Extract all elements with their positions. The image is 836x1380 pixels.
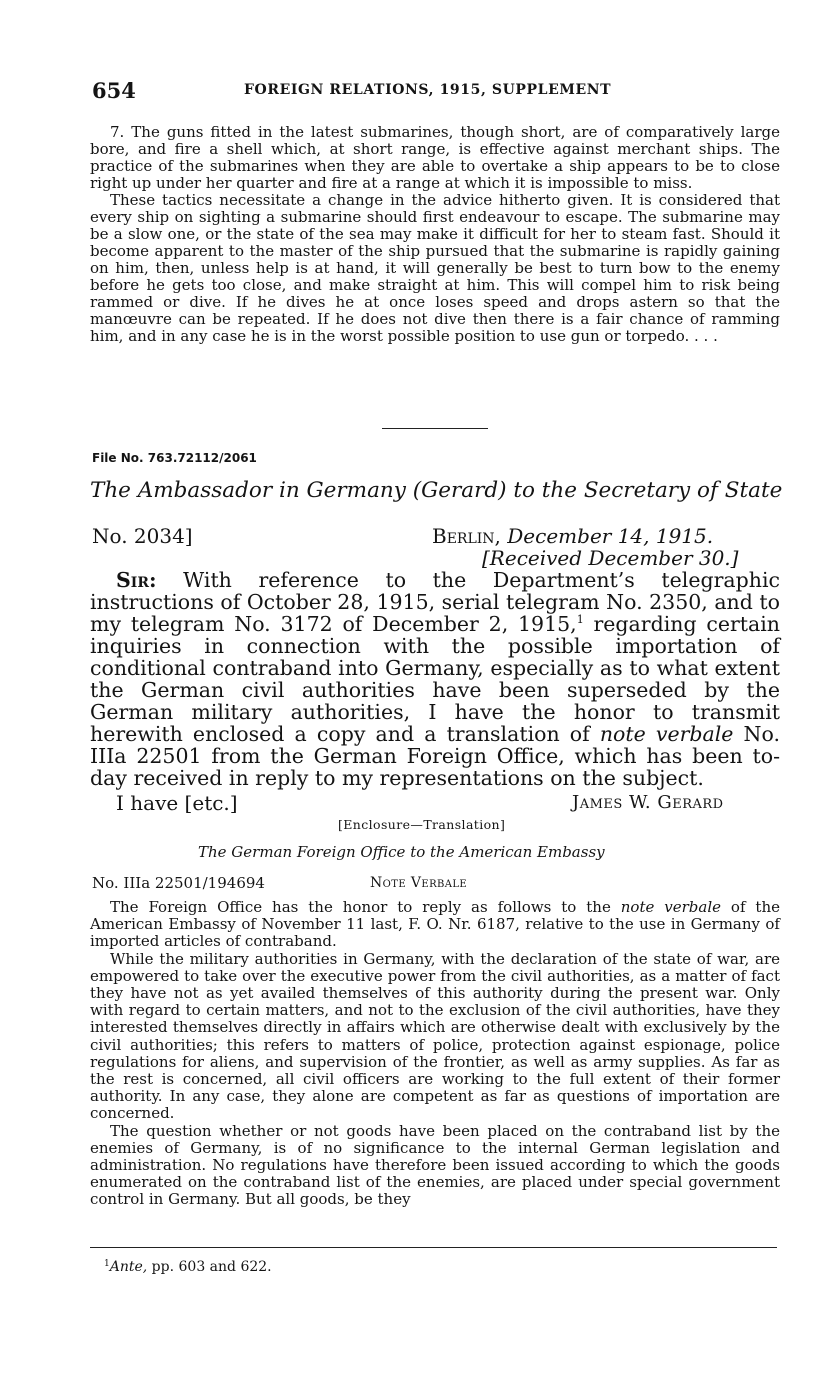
note-paragraph: While the military authorities in Germany, with the declaration of the state of war, are empowered to take over the executive power from the civil authorities, as a matter of fact they have not as yet availed themselves of this authority during the present war. Only with regard to certain matters, and not to the exclusion of the civil authorities, have they interested themselves directly in affairs which are otherwise dealt with exclusively by the civil authorities; this refers to matters of police, protection against espionage, police regulations for aliens, and supervision of the frontier, as well as army supplies. As far as the rest is concerned, all civil officers are working to the full extent of their former authority. In any case, they alone are competent as far as questions of importation are concerned. bbox=[90, 949, 780, 1123]
footnote-text: pp. 603 and 622. bbox=[147, 1259, 272, 1275]
letter-paragraph bbox=[90, 569, 780, 789]
dateline-date: December 14, 1915. bbox=[507, 524, 714, 548]
salutation: Sir: bbox=[116, 568, 157, 592]
paragraph: These tactics necessitate a change in the advice hitherto given. It is considered that every ship on sighting a submarine should first endeavour to escape. The submarine may be a slow one, or the state of the sea may make it difficult for her to steam fast. Should it become apparent to the master of the ship pursued that the submarine is rapidly gaining on him, then, unless help is at hand, it will generally be best to turn bow to the enemy before he gets too close, and make straight at him. This will compel him to risk being rammed or dive. If he dives he at once loses speed and drops astern so that the manœuvre can be repeated. If he does not dive then there is a fair chance of ramming him, and in any case he is in the worst possible position to use gun or torpedo. . . . bbox=[90, 191, 780, 345]
page-number: 654 bbox=[92, 78, 136, 103]
file-number: File No. 763.72112/2061 bbox=[92, 451, 257, 465]
received-date: [Received December 30.] bbox=[482, 546, 739, 570]
previous-document-text bbox=[90, 124, 780, 345]
letter-heading: The Ambassador in Germany (Gerard) to the Secretary of State bbox=[90, 478, 783, 503]
letter-text-italic: note verbale bbox=[599, 722, 734, 746]
running-head bbox=[92, 78, 782, 102]
note-paragraph bbox=[90, 899, 780, 951]
note-paragraph: The question whether or not goods have been placed on the contraband list by the enemies of Germany, is of no significance to the internal German legislation and administration. No regulations have therefore been issued according to which the goods enumerated on the contraband list of the enemies, are placed under special government control in Germany. But all goods, be they bbox=[90, 1121, 780, 1209]
letter-text: regarding certain inquiries in connection with the possible importation of conditional contraband into Germany, especially as to what extent the German civil authorities have been superseded by the German military authorities, I have the honor to transmit herewith enclosed a copy and a translation of bbox=[90, 612, 781, 746]
running-title: FOREIGN RELATIONS, 1915, SUPPLEMENT bbox=[244, 82, 612, 98]
enclosure-title: The German Foreign Office to the American Embassy bbox=[198, 843, 605, 861]
letter-text: No. IIIa 22501 from the German Foreign Office, which has been to-day received in reply to my representations on the subject. bbox=[90, 722, 780, 790]
note-text-italic: note verbale bbox=[620, 898, 722, 916]
closing: I have [etc.] bbox=[116, 791, 238, 815]
section-divider bbox=[382, 428, 488, 429]
signature: James W. Gerard bbox=[572, 792, 724, 813]
footnote bbox=[104, 1259, 272, 1275]
footnote-reference: 1 bbox=[576, 613, 584, 626]
note-text: The Foreign Office has the honor to reply as follows to the bbox=[110, 898, 621, 916]
note-text: of the American Embassy of November 11 last, F. O. Nr. 6187, relative to the use in Germany of imported articles of contraband. bbox=[90, 898, 781, 951]
footnote-divider bbox=[90, 1247, 777, 1248]
note-number: No. IIIa 22501/194694 bbox=[92, 874, 265, 892]
footnote-marker: 1 bbox=[104, 1259, 110, 1269]
note-body bbox=[90, 899, 780, 1209]
letter-text: With reference to the Department’s telegraphic instructions of October 28, 1915, serial telegram No. 2350, and to my telegram No. 3172 of December 2, 1915, bbox=[90, 568, 780, 636]
paragraph: 7. The guns fitted in the latest submarines, though short, are of comparatively large bore, and fire a shell which, at short range, is effective against merchant ships. The practice of the submarines when they are able to overtake a ship appears to be to close right up under her quarter and fire at a range at which it is impossible to miss. bbox=[90, 123, 780, 192]
dispatch-number: No. 2034] bbox=[92, 524, 193, 548]
dateline-place: Berlin, bbox=[432, 524, 501, 548]
note-label: Note Verbale bbox=[370, 875, 468, 891]
letter-body bbox=[90, 569, 780, 789]
footnote-italic: Ante, bbox=[109, 1259, 148, 1275]
enclosure-label: [Enclosure—Translation] bbox=[338, 817, 506, 832]
dateline bbox=[432, 524, 713, 548]
